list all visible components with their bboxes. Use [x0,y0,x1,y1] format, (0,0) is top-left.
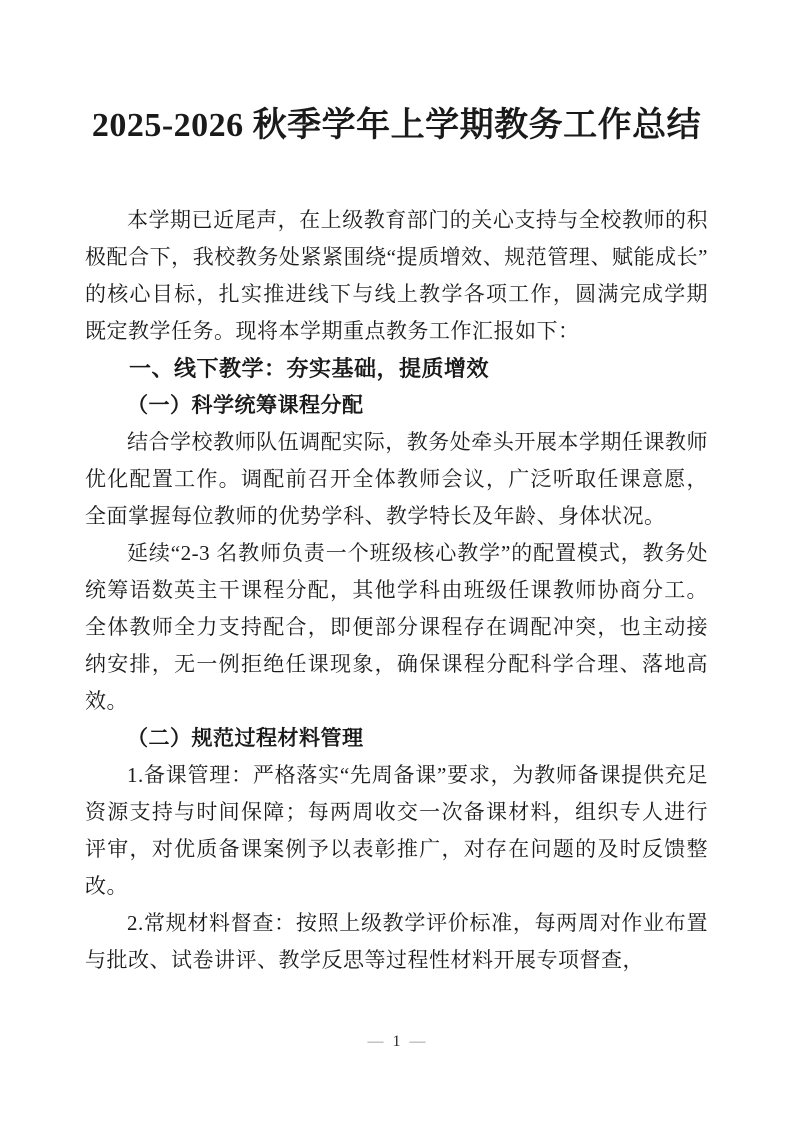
footer-left-dash: — [367,1033,384,1050]
paragraph-course-allocation-2: 延续“2-3 名教师负责一个班级核心教学”的配置模式，教务处统筹语数英主干课程分配，其他学科由班级任课教师协商分工。全体教师全力支持配合，即便部分课程存在调配冲突，也主动接纳安排，无一例拒绝任课现象，确保课程分配科学合理、落地高效。 [85,541,708,713]
document-title-text: 2025-2026 秋季学年上学期教务工作总结 [91,107,702,144]
paragraph-course-allocation-1: 结合学校教师队伍调配实际，教务处牵头开展本学期任课教师优化配置工作。调配前召开全体教师会议，广泛听取任课意愿，全面掌握每位教师的优势学科、教学特长及年龄、身体状况。 [85,430,708,528]
document-title [85,104,708,148]
document-body [85,202,708,979]
subsection-1-2-heading: （二）规范过程材料管理 [127,726,364,750]
footer-right-dash: — [409,1033,426,1050]
section-1-heading: 一、线下教学：夯实基础，提质增效 [129,356,490,381]
paragraph-routine-material-inspection: 2.常规材料督查：按照上级教学评价标准，每两周对作业布置与批改、试卷讲评、教学反思等过程性材料开展专项督查， [85,911,708,972]
page-footer [0,1032,793,1052]
paragraph-lesson-prep-management: 1.备课管理：严格落实“先周备课”要求，为教师备课提供充足资源支持与时间保障；每两周收交一次备课材料，组织专人进行评审，对优质备课案例予以表彰推广，对存在问题的及时反馈整改。 [85,763,708,898]
subsection-1-1-heading: （一）科学统筹课程分配 [127,393,364,417]
page-number: 1 [392,1033,401,1050]
intro-paragraph: 本学期已近尾声，在上级教育部门的关心支持与全校教师的积极配合下，我校教务处紧紧围绕“提质增效、规范管理、赋能成长”的核心目标，扎实推进线下与线上教学各项工作，圆满完成学期既定教学任务。现将本学期重点教务工作汇报如下： [85,208,708,343]
